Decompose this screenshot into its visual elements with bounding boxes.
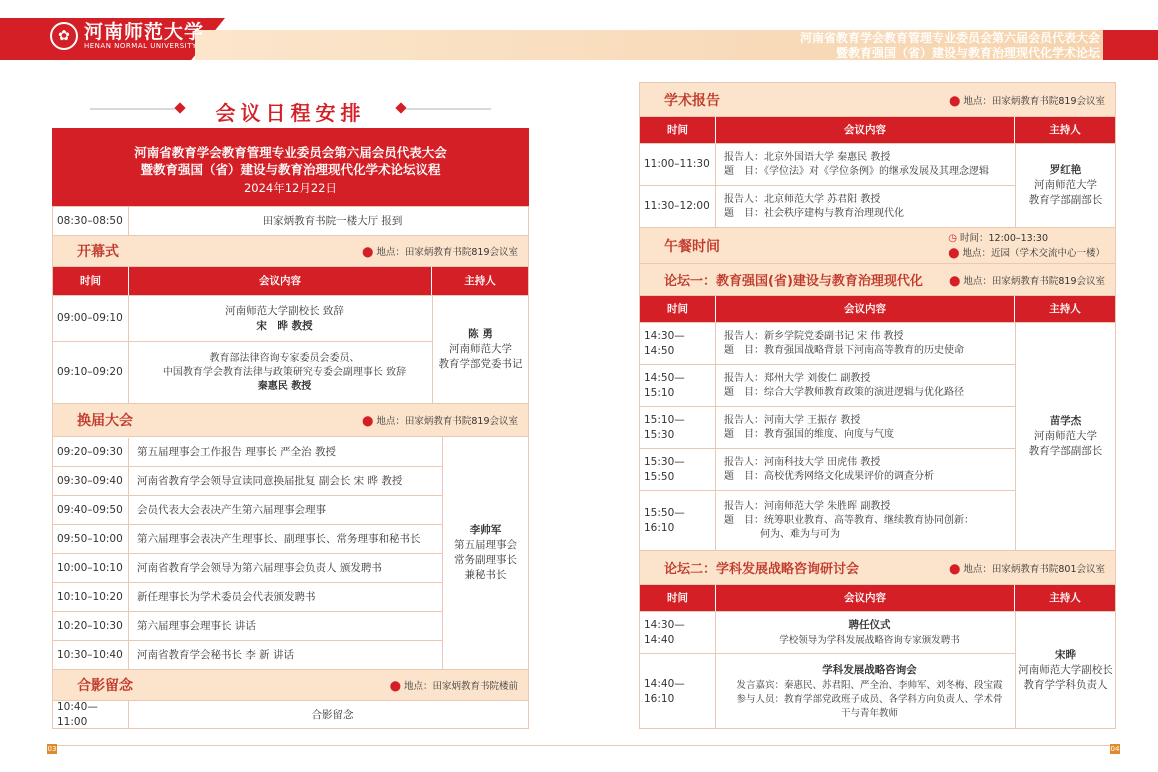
header-content: 会议内容	[716, 296, 1015, 322]
header-time: 时间	[640, 117, 716, 143]
reporter: 报告人：河南师范大学 朱胜晖 副教授	[724, 500, 891, 512]
table-row	[640, 612, 1015, 654]
content-cell: 第六届理事会理事长 讲话	[137, 619, 256, 632]
host-name: 陈 勇	[468, 328, 493, 340]
time-cell: 11:00–11:30	[640, 144, 716, 185]
time-cell: 14:40—16:10	[640, 654, 716, 729]
header-content: 会议内容	[716, 585, 1015, 611]
content-cell	[716, 449, 1015, 490]
host-cell	[1015, 612, 1115, 729]
time-cell: 15:30—15:50	[640, 449, 716, 490]
host-title: 教育学部副部长	[1028, 194, 1103, 206]
host-title: 第五届理事会	[454, 539, 517, 551]
header-host: 主持人	[1049, 123, 1081, 136]
header-content: 会议内容	[129, 267, 432, 295]
section-photo	[53, 670, 528, 701]
content-cell: 河南省教育学会领导宣读同意换届批复 副会长 宋 晔 教授	[137, 474, 403, 487]
section-location: ⬤ 地点：田家炳教育书院819会议室	[949, 95, 1105, 107]
table-row	[53, 467, 442, 496]
content-cell	[716, 491, 1015, 550]
host-title: 教育学学科负责人	[1023, 679, 1108, 691]
time-cell: 10:00–10:10	[53, 554, 129, 582]
host-org: 河南师范大学	[449, 343, 512, 355]
content-cell: 第六届理事会表决产生理事长、副理事长、常务理事和秘书长	[137, 532, 421, 545]
host-title: 教育学部副部长	[1028, 445, 1103, 457]
header-time: 时间	[640, 296, 716, 322]
header-time: 时间	[53, 267, 129, 295]
table-header	[53, 267, 528, 296]
item-text: 参与人员：教育学部党政班子成员、各学科方向负责人、学术骨	[736, 693, 1003, 705]
topic: 题 目：教育强国的维度、向度与气度	[724, 428, 894, 440]
topic: 题 目：综合大学教师教育政策的演进逻辑与优化路径	[724, 386, 964, 398]
agenda-title-line2: 暨教育强国（省）建设与教育治理现代化学术论坛议程	[140, 162, 441, 177]
speaker: 秦惠民 教授	[257, 380, 312, 392]
table-row	[53, 525, 442, 554]
content-cell: 新任理事长为学术委员会代表颁发聘书	[137, 590, 316, 603]
event-title-line2: 暨教育强国（省）建设与教育治理现代化学术论坛	[835, 46, 1100, 60]
host-cell	[432, 296, 528, 404]
table-header	[640, 296, 1115, 323]
content-cell: 河南省教育学会领导为第六届理事会负责人 颁发聘书	[137, 561, 382, 574]
section-forum1	[640, 264, 1115, 296]
section-location: ⬤ 地点：田家炳教育书院楼前	[389, 681, 518, 692]
section-location: ⬤ 地点：田家炳教育书院801会议室	[949, 563, 1105, 575]
section-election	[53, 404, 528, 437]
time-cell: 10:10–10:20	[53, 583, 129, 611]
reporter: 报告人：北京外国语大学 秦惠民 教授	[724, 151, 891, 163]
host-org: 河南师范大学	[1034, 430, 1097, 442]
header-red-tab	[1103, 30, 1158, 60]
agenda-title-block	[52, 128, 529, 206]
content-cell	[716, 186, 1015, 227]
page-title: 会议日程安排	[215, 101, 366, 125]
reporter: 报告人：郑州大学 刘俊仁 副教授	[724, 372, 871, 384]
section-title: 学术报告	[664, 92, 720, 109]
table-row	[640, 323, 1015, 365]
section-report	[640, 83, 1115, 117]
section-title: 合影留念	[77, 678, 133, 694]
header-host: 主持人	[1049, 591, 1081, 604]
table-row	[53, 554, 442, 583]
section-location: ⬤ 地点：田家炳教育书院819会议室	[362, 247, 518, 258]
content-cell	[716, 407, 1015, 448]
section-title: 换届大会	[77, 413, 133, 429]
content-line: 中国教育学会教育法律与政策研究专委会副理事长 致辞	[162, 366, 407, 378]
time-cell: 11:30–12:00	[640, 186, 716, 227]
location-pin-icon: ⬤	[362, 247, 374, 258]
reporter: 报告人：新乡学院党委副书记 宋 伟 教授	[724, 330, 904, 342]
location-pin-icon: ⬤	[389, 681, 401, 692]
time-cell: 09:00–09:10	[53, 296, 129, 341]
table-header	[640, 117, 1115, 144]
host-name: 苗学杰	[1049, 415, 1082, 427]
table-row	[53, 583, 442, 612]
content-cell	[716, 323, 1015, 364]
location-pin-icon: ⬤	[949, 95, 961, 107]
item-text: 发言嘉宾：秦惠民、苏君阳、严全治、李帅军、刘冬梅、段宝霞	[736, 679, 1003, 691]
time-cell: 09:40–09:50	[53, 496, 129, 524]
time-cell: 09:30–09:40	[53, 467, 129, 495]
location-pin-icon: ⬤	[949, 275, 961, 287]
time-cell: 15:10—15:30	[640, 407, 716, 448]
table-row	[53, 207, 528, 236]
agenda-date: 2024年12月22日	[243, 181, 338, 195]
table-row	[640, 144, 1015, 186]
table-row	[53, 342, 432, 404]
location-pin-icon: ⬤	[948, 247, 960, 259]
section-title: 午餐时间	[664, 238, 720, 255]
page-number-right: 04	[1110, 745, 1120, 753]
header-content: 会议内容	[716, 117, 1015, 143]
item-text: 学校领导为学科发展战略咨询专家颁发聘书	[779, 634, 960, 646]
host-name: 宋晔	[1055, 649, 1076, 661]
university-name-cn: 河南师范大学	[84, 21, 205, 43]
section-forum2	[640, 551, 1115, 585]
content-cell: 河南省教育学会秘书长 李 新 讲话	[137, 648, 295, 661]
time-cell: 14:30—14:50	[640, 323, 716, 364]
topic: 题 目：《学位法》对《学位条例》的继承发展及其理念逻辑	[724, 165, 989, 177]
table-row	[640, 491, 1015, 551]
content-cell: 合影留念	[311, 708, 354, 721]
host-name: 罗红艳	[1049, 164, 1082, 176]
header-host: 主持人	[464, 274, 496, 287]
location-pin-icon: ⬤	[949, 563, 961, 575]
speaker: 宋 晔 教授	[256, 319, 313, 332]
table-row	[640, 654, 1015, 729]
time-cell: 10:40—11:00	[53, 701, 129, 729]
item-title: 聘任仪式	[848, 618, 891, 631]
content-cell: 第五届理事会工作报告 理事长 严全治 教授	[137, 445, 337, 458]
university-seal-icon: ✿	[50, 22, 78, 50]
reporter: 报告人：河南大学 王振存 教授	[724, 414, 861, 426]
host-cell	[442, 437, 528, 670]
content-cell	[716, 365, 1015, 406]
content-line: 教育部法律咨询专家委员会委员、	[209, 352, 360, 364]
heading-rule-right	[406, 108, 491, 110]
event-title-line1: 河南省教育学会教育管理专业委员会第六届会员代表大会	[799, 31, 1100, 45]
section-title: 论坛二：学科发展战略咨询研讨会	[664, 562, 860, 577]
content-cell	[716, 612, 1015, 653]
topic: 题 目：统筹职业教育、高等教育、继续教育协同创新：	[724, 514, 974, 526]
content-cell	[716, 654, 1015, 729]
time-cell: 09:20–09:30	[53, 438, 129, 466]
topic: 题 目：高校优秀网络文化成果评价的调查分析	[724, 470, 934, 482]
section-lunch	[640, 228, 1115, 264]
content-cell	[716, 144, 1015, 185]
left-agenda-table	[52, 206, 529, 729]
topic: 题 目：教育强国战略背景下河南高等教育的历史使命	[724, 344, 964, 356]
university-logo	[50, 22, 204, 50]
host-org: 河南师范大学副校长	[1018, 664, 1113, 676]
time-cell: 09:50–10:00	[53, 525, 129, 553]
content-cell	[129, 342, 432, 403]
time-cell: 09:10–09:20	[53, 342, 129, 403]
host-org: 河南师范大学	[1034, 179, 1097, 191]
event-title	[780, 31, 1100, 61]
item-text: 干与青年教师	[840, 707, 898, 719]
table-row	[640, 365, 1015, 407]
content-cell: 会员代表大会表决产生第六届理事会理事	[137, 503, 326, 516]
section-opening	[53, 236, 528, 267]
location-pin-icon: ⬤	[362, 416, 374, 427]
footer-rule	[52, 745, 1120, 746]
host-title: 教育学部党委书记	[438, 358, 523, 370]
clock-icon: ◷	[948, 232, 957, 244]
agenda-title-line1: 河南省教育学会教育管理专业委员会第六届会员代表大会	[134, 145, 447, 160]
section-time-location: ◷ 时间：12:00–13:30 ⬤ 地点：近园（学术交流中心一楼）	[948, 232, 1105, 259]
page-number-left: 03	[47, 745, 57, 753]
time-cell: 14:30—14:40	[640, 612, 716, 653]
table-row	[53, 296, 432, 342]
table-row	[53, 438, 442, 467]
time-cell: 15:50—16:10	[640, 491, 716, 550]
section-title: 论坛一：教育强国(省)建设与教育治理现代化	[664, 274, 923, 289]
content-cell	[129, 296, 432, 341]
time-cell: 10:30–10:40	[53, 641, 129, 669]
table-row	[640, 186, 1015, 228]
university-name-en: HENAN NORMAL UNIVERSITY	[84, 42, 197, 50]
header-host: 主持人	[1049, 302, 1081, 315]
table-row	[53, 641, 442, 670]
right-agenda-table	[639, 82, 1116, 729]
section-title: 开幕式	[77, 244, 119, 260]
topic: 题 目：社会秩序建构与教育治理现代化	[724, 207, 904, 219]
host-title: 兼秘书长	[464, 569, 507, 581]
content-line: 河南师范大学副校长 致辞	[225, 304, 344, 317]
table-row	[53, 612, 442, 641]
topic: 何为、难为与可为	[760, 528, 840, 540]
section-location: ⬤ 地点：田家炳教育书院819会议室	[362, 416, 518, 427]
host-cell	[1015, 323, 1115, 551]
host-title: 常务副理事长	[454, 554, 517, 566]
time-cell: 14:50—15:10	[640, 365, 716, 406]
content-cell: 田家炳教育书院一楼大厅 报到	[262, 214, 403, 227]
section-location: ⬤ 地点：田家炳教育书院819会议室	[949, 275, 1105, 287]
time-cell: 08:30–08:50	[53, 207, 129, 235]
item-title: 学科发展战略咨询会	[822, 663, 917, 676]
host-name: 李帅军	[469, 524, 502, 536]
table-row	[53, 701, 528, 729]
table-row	[53, 496, 442, 525]
reporter: 报告人：北京师范大学 苏君阳 教授	[724, 193, 881, 205]
host-cell	[1015, 144, 1115, 228]
reporter: 报告人：河南科技大学 田虎伟 教授	[724, 456, 881, 468]
header-time: 时间	[640, 585, 716, 611]
table-header	[640, 585, 1115, 612]
table-row	[640, 449, 1015, 491]
time-cell: 10:20–10:30	[53, 612, 129, 640]
table-row	[640, 407, 1015, 449]
